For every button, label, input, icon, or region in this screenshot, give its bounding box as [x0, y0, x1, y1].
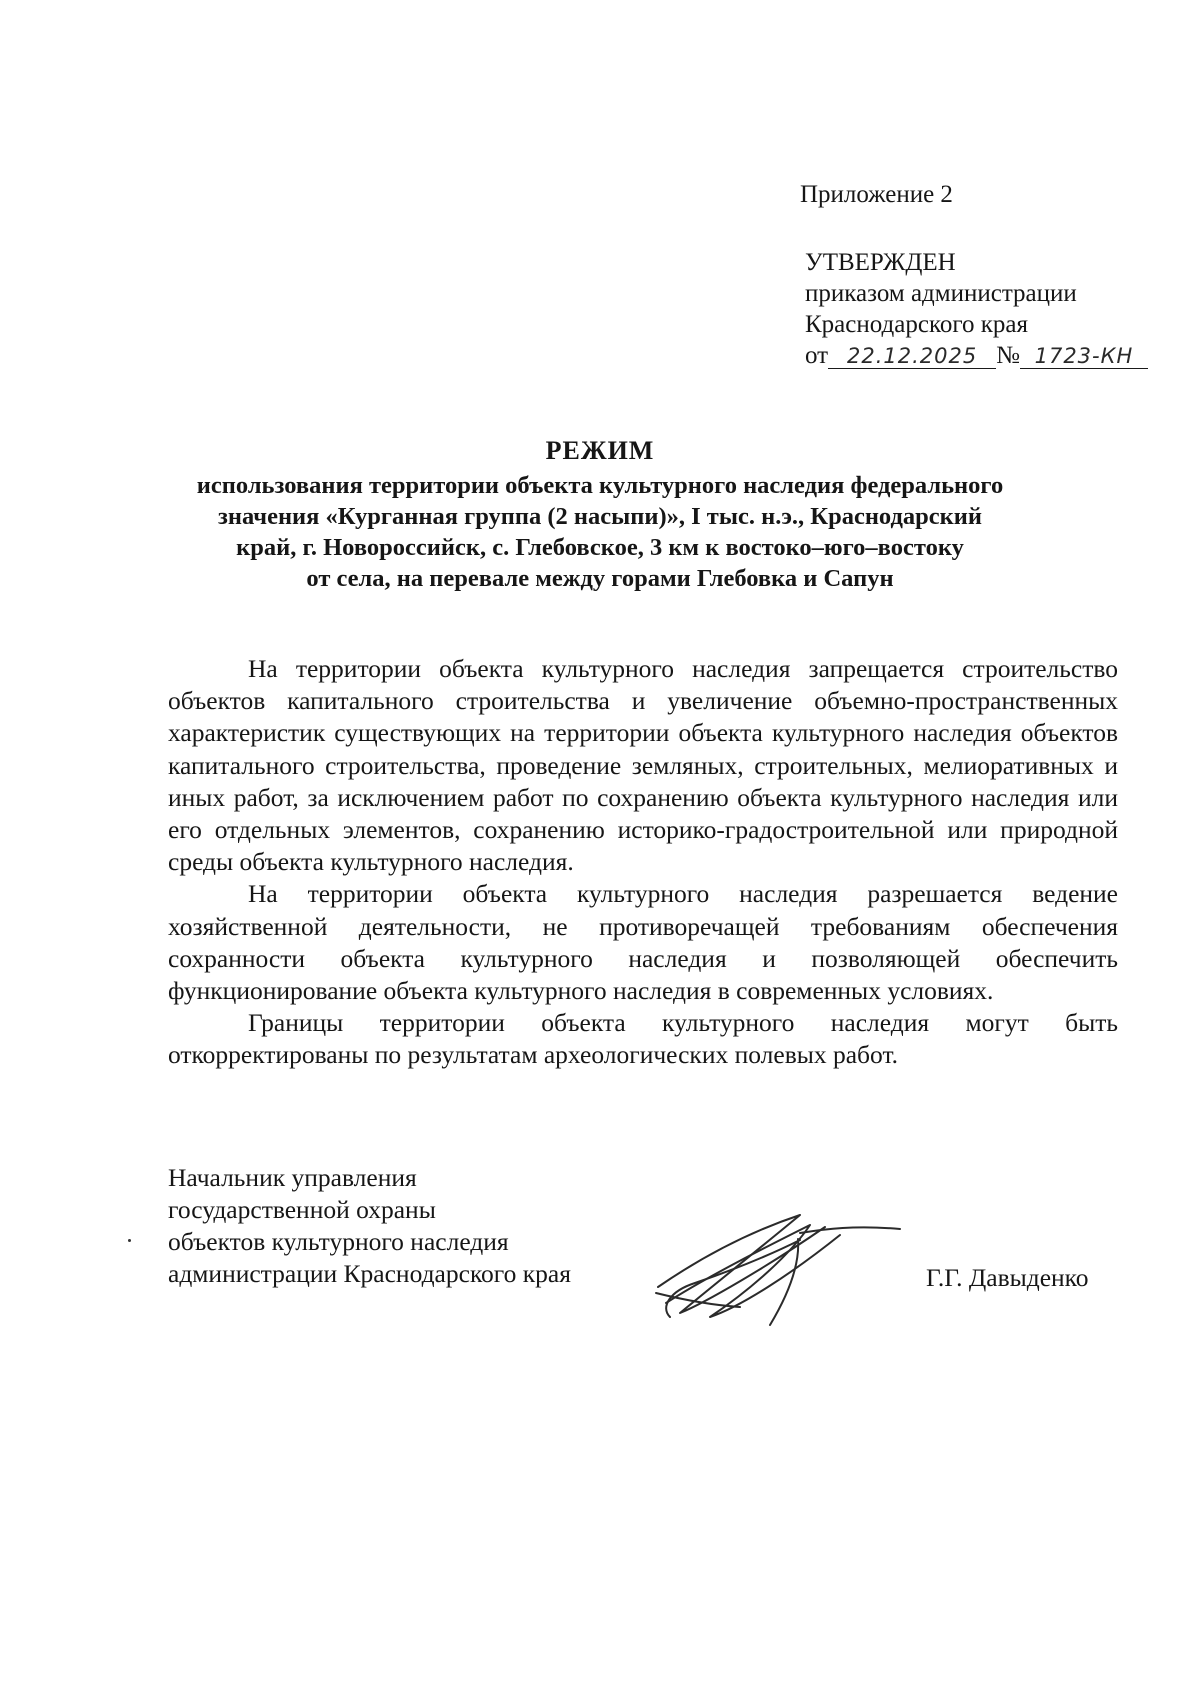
position-line: государственной охраны: [168, 1195, 436, 1224]
approval-line-1: приказом администрации: [805, 280, 1077, 307]
paragraph-permissions: На территории объекта культурного наследия разрешается ведение хозяйственной деятельности, не противоречащей требованиям обеспечения сохранности объекта культурного наследия и позволяющей обеспечить функционирование объекта культурного наследия в современных условиях.: [168, 879, 1118, 1006]
signatory-position: [168, 1162, 571, 1290]
paragraph-prohibitions: На территории объекта культурного наследия запрещается строительство объектов капитального строительства и увеличение объемно-пространственных характеристик существующих на территории объекта культурного наследия объектов капитального строительства, проведение земляных, строительных, мелиоративных и иных работ, за исключением работ по сохранению объекта культурного наследия или его отдельных элементов, сохранению историко-градостроительной или природной среды объекта культурного наследия.: [168, 654, 1118, 877]
scan-speck: [128, 1239, 131, 1242]
number-prefix: №: [996, 342, 1020, 369]
position-line: администрации Краснодарского края: [168, 1259, 571, 1288]
approval-date-line: [805, 340, 1148, 371]
subtitle-line: значения «Курганная группа (2 насыпи)», I тыс. н.э., Краснодарский: [218, 503, 982, 530]
handwritten-number: 1723-КН: [1020, 344, 1148, 369]
handwritten-date: 22.12.2025: [828, 344, 996, 369]
position-line: Начальник управления: [168, 1163, 417, 1192]
approval-block: [805, 247, 1148, 371]
appendix-label: Приложение 2: [800, 181, 953, 208]
paragraph-boundaries: Границы территории объекта культурного наследия могут быть откорректированы по результатам археологических полевых работ.: [168, 1008, 1118, 1070]
subtitle-line: край, г. Новороссийск, с. Глебовское, 3 км к востоко–юго–востоку: [236, 534, 964, 561]
approval-heading: УТВЕРЖДЕН: [805, 249, 956, 276]
document-title: РЕЖИМ: [545, 436, 655, 465]
date-prefix: от: [805, 342, 829, 369]
subtitle-line: от села, на перевале между горами Глебовка и Сапун: [306, 565, 894, 592]
document-subtitle: [150, 470, 1050, 594]
handwritten-signature-icon: [650, 1195, 910, 1335]
approval-line-2: Краснодарского края: [805, 311, 1028, 338]
position-line: объектов культурного наследия: [168, 1227, 509, 1256]
signer-name: Г.Г. Давыденко: [926, 1263, 1089, 1292]
document-body: [168, 653, 1118, 1072]
subtitle-line: использования территории объекта культурного наследия федерального: [196, 472, 1004, 499]
